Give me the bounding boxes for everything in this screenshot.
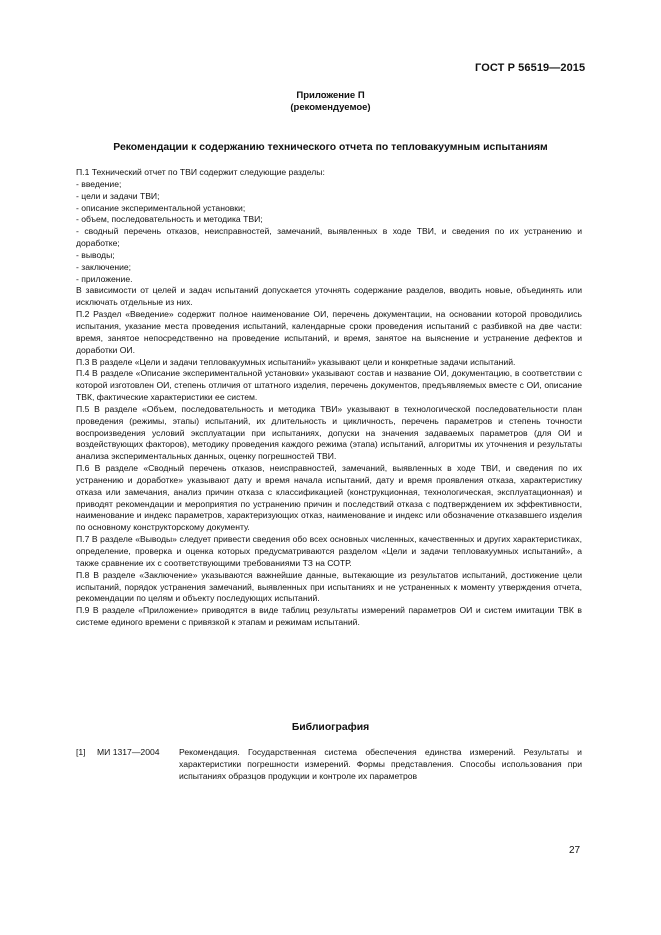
paragraph: П.7 В разделе «Выводы» следует привести сведения обо всех основных численных, качественных и других характеристиках, определение, проверка и оценка которых предусматриваются разделом «Цели и задачи тепловакуумных испытаний», а также сравнение их с соответствующими требованиями ТЗ на СОТР. xyxy=(76,534,582,568)
standard-designation: ГОСТ Р 56519—2015 xyxy=(475,62,586,74)
body-text xyxy=(76,167,582,629)
paragraph: П.1 Технический отчет по ТВИ содержит следующие разделы: xyxy=(76,167,325,177)
paragraph: П.5 В разделе «Объем, последовательность и методика ТВИ» указывают в технологической последовательности план проведения (режимы, этапы) испытаний, их длительность и цикличность, перечень параметров и степень точности воспроизведения условий эксплуатации при испытаниях, допуски на значения задаваемых параметров (для ОИ и воздействующих факторов), методику проведения каждого режима (этапа) испытаний, алгоритмы их уточнения и результаты анализа экспериментальных данных, оценку погрешностей ТВИ. xyxy=(76,403,582,462)
list-item: - заключение; xyxy=(76,261,132,272)
bibliography-title: Библиография xyxy=(291,722,370,733)
list-item: - введение; xyxy=(76,178,122,189)
paragraph: В зависимости от целей и задач испытаний допускается уточнять содержание разделов, вводить новые, объединять или исключать отдельные из них. xyxy=(76,285,582,308)
appendix-title: Приложение П xyxy=(296,90,365,101)
list-item: - описание экспериментальной установки; xyxy=(76,202,246,213)
bibliography-code: МИ 1317—2004 xyxy=(97,747,160,757)
list-item: - выводы; xyxy=(76,249,115,260)
list-item: - сводный перечень отказов, неисправностей, замечаний, выявленных в ходе ТВИ, и сведения по их устранению и доработке; xyxy=(76,226,582,249)
appendix-status: (рекомендуемое) xyxy=(290,102,371,113)
list-item: - объем, последовательность и методика ТВИ; xyxy=(76,214,263,225)
paragraph: П.2 Раздел «Введение» содержит полное наименование ОИ, перечень документации, на основании которой проводились испытания, указание места проведения испытаний, календарные сроки проведения испытаний с разбивкой на две части: время, занятое непосредственно на проведение испытаний, и время, занятое на выяснение и устранение дефектов и доработки ОИ. xyxy=(76,309,582,355)
bibliography-number: [1] xyxy=(76,747,86,757)
page-number: 27 xyxy=(569,845,581,856)
paragraph: П.8 В разделе «Заключение» указываются важнейшие данные, вытекающие из результатов испытаний, достижение цели испытаний, порядок устранения замечаний, выявленных при испытаниях и не устраненных к моменту утверждения отчета, рекомендации по целям и объекту последующих испытаний. xyxy=(76,569,582,604)
paragraph: П.6 В разделе «Сводный перечень отказов, неисправностей, замечаний, выявленных в ходе ТВИ, и сведения по их устранению и доработке» указывают дату и время начала испытаний, дату и время проявления отказа, характеристику отказа или замечания, анализ причин отказа с классификацией (конструкционная, технологическая, эксплуатационная) и приводят рекомендации и мероприятия по устранению причин и последствий отказа с подтверждением их эффективности, наименование и индекс параметров, характеризующих отказ, наименование и индекс или обозначение отказавшего изделия по основному конструкторскому документу. xyxy=(76,463,582,533)
paragraph: П.3 В разделе «Цели и задачи тепловакуумных испытаний» указывают цели и конкретные задачи испытаний. xyxy=(76,356,516,367)
paragraph: П.4 В разделе «Описание экспериментальной установки» указывают состав и название ОИ, документацию, в соответствии с которой изготовлен ОИ, степень отличия от штатного изделия, перечень документов, предъявляемых вместе с ОИ, описание ТВК, фактические характеристики ее систем. xyxy=(76,368,582,403)
bibliography-text: Рекомендация. Государственная система обеспечения единства измерений. Результаты и характеристики погрешности измерений. Формы представления. Способы использования при испытаниях образцов продукции и контроле их параметров xyxy=(179,747,582,781)
section-heading: Рекомендации к содержанию технического отчета по тепловакуумным испытаниям xyxy=(113,142,548,153)
list-item: - цели и задачи ТВИ; xyxy=(76,190,160,201)
list-item: - приложение. xyxy=(76,273,133,284)
paragraph: П.9 В разделе «Приложение» приводятся в виде таблиц результаты измерений параметров ОИ и систем имитации ТВК в системе единого времени с привязкой к этапам и режимам испытаний. xyxy=(76,605,582,628)
